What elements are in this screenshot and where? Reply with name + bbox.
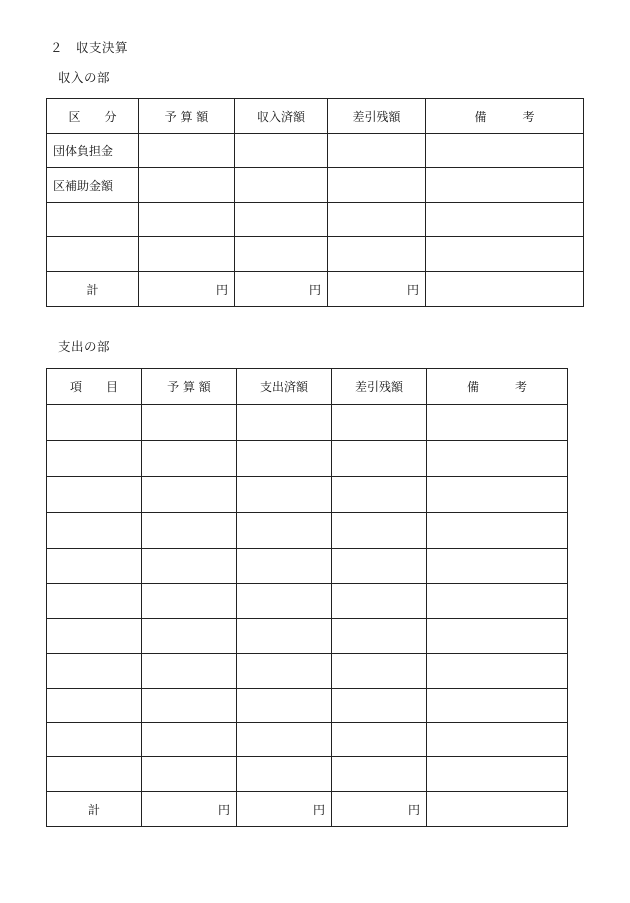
table-row (47, 723, 568, 757)
table-cell[interactable] (328, 203, 426, 237)
table-cell[interactable]: 区補助金額 (47, 168, 139, 203)
table-cell[interactable] (237, 619, 332, 654)
header-budget: 予 算 額 (139, 99, 235, 134)
total-paid-cell[interactable]: 円 (237, 792, 332, 827)
table-cell[interactable] (328, 134, 426, 168)
table-cell[interactable] (142, 477, 237, 513)
table-cell[interactable] (47, 654, 142, 689)
total-remarks-cell[interactable] (426, 272, 584, 307)
table-cell[interactable]: 団体負担金 (47, 134, 139, 168)
table-cell[interactable] (142, 584, 237, 619)
table-cell[interactable] (332, 513, 427, 549)
table-cell[interactable] (237, 441, 332, 477)
table-cell[interactable] (47, 477, 142, 513)
table-cell[interactable] (47, 689, 142, 723)
table-row (47, 168, 584, 203)
table-cell[interactable] (235, 168, 328, 203)
table-cell[interactable] (237, 723, 332, 757)
table-cell[interactable] (427, 549, 568, 584)
table-cell[interactable] (332, 654, 427, 689)
table-cell[interactable] (139, 203, 235, 237)
table-cell[interactable] (427, 689, 568, 723)
table-cell[interactable] (237, 584, 332, 619)
table-row (47, 513, 568, 549)
total-label: 計 (47, 792, 142, 827)
table-cell[interactable] (237, 405, 332, 441)
table-row (47, 441, 568, 477)
table-cell[interactable] (142, 654, 237, 689)
table-row (47, 757, 568, 792)
total-budget-cell[interactable]: 円 (142, 792, 237, 827)
table-cell[interactable] (328, 237, 426, 272)
table-row (47, 405, 568, 441)
table-cell[interactable] (426, 134, 584, 168)
table-row (47, 203, 584, 237)
table-cell[interactable] (426, 168, 584, 203)
table-row (47, 134, 584, 168)
table-cell[interactable] (142, 619, 237, 654)
table-cell[interactable] (328, 168, 426, 203)
table-cell[interactable] (47, 441, 142, 477)
table-cell[interactable] (332, 477, 427, 513)
total-budget-cell[interactable]: 円 (139, 272, 235, 307)
table-cell[interactable] (47, 723, 142, 757)
header-balance: 差引残額 (332, 369, 427, 405)
table-cell[interactable] (142, 441, 237, 477)
table-cell[interactable] (427, 441, 568, 477)
table-cell[interactable] (332, 549, 427, 584)
table-cell[interactable] (142, 723, 237, 757)
total-received-cell[interactable]: 円 (235, 272, 328, 307)
table-cell[interactable] (47, 513, 142, 549)
table-cell[interactable] (47, 549, 142, 584)
total-remarks-cell[interactable] (427, 792, 568, 827)
table-cell[interactable] (426, 237, 584, 272)
table-cell[interactable] (139, 237, 235, 272)
table-cell[interactable] (235, 237, 328, 272)
table-cell[interactable] (332, 584, 427, 619)
expense-header-row (47, 369, 568, 405)
table-cell[interactable] (237, 477, 332, 513)
table-cell[interactable] (142, 757, 237, 792)
total-balance-cell[interactable]: 円 (328, 272, 426, 307)
table-cell[interactable] (427, 513, 568, 549)
header-category: 区 分 (47, 99, 139, 134)
table-cell[interactable] (235, 203, 328, 237)
table-cell[interactable] (237, 689, 332, 723)
table-cell[interactable] (427, 584, 568, 619)
table-cell[interactable] (139, 134, 235, 168)
table-cell[interactable] (427, 405, 568, 441)
table-cell[interactable] (47, 405, 142, 441)
expense-title: 支出の部 (58, 339, 111, 354)
header-received: 収入済額 (235, 99, 328, 134)
table-cell[interactable] (427, 477, 568, 513)
table-cell[interactable] (332, 441, 427, 477)
table-cell[interactable] (427, 654, 568, 689)
table-cell[interactable] (142, 513, 237, 549)
header-balance: 差引残額 (328, 99, 426, 134)
income-header-row (47, 99, 584, 134)
table-cell[interactable] (237, 513, 332, 549)
header-remarks: 備 考 (426, 99, 584, 134)
table-cell[interactable] (332, 723, 427, 757)
table-cell[interactable] (47, 757, 142, 792)
table-cell[interactable] (237, 549, 332, 584)
table-cell[interactable] (426, 203, 584, 237)
table-cell[interactable] (139, 168, 235, 203)
header-remarks: 備 考 (427, 369, 568, 405)
table-cell[interactable] (427, 723, 568, 757)
table-cell[interactable] (237, 654, 332, 689)
section-title: ２ 収支決算 (50, 40, 129, 55)
table-cell[interactable] (332, 757, 427, 792)
table-cell[interactable] (332, 619, 427, 654)
total-label: 計 (47, 272, 139, 307)
table-row (47, 477, 568, 513)
table-cell[interactable] (332, 405, 427, 441)
table-row (47, 619, 568, 654)
header-paid: 支出済額 (237, 369, 332, 405)
table-cell[interactable] (332, 689, 427, 723)
table-cell[interactable] (235, 134, 328, 168)
table-cell[interactable] (142, 549, 237, 584)
table-cell[interactable] (47, 203, 139, 237)
table-row (47, 549, 568, 584)
table-cell[interactable] (427, 757, 568, 792)
table-cell[interactable] (427, 619, 568, 654)
table-row (47, 237, 584, 272)
expense-table (46, 368, 568, 827)
header-item: 項 目 (47, 369, 142, 405)
expense-total-row (47, 792, 568, 827)
header-budget: 予 算 額 (142, 369, 237, 405)
table-cell[interactable] (142, 689, 237, 723)
income-total-row (47, 272, 584, 307)
total-balance-cell[interactable]: 円 (332, 792, 427, 827)
table-row (47, 689, 568, 723)
table-cell[interactable] (47, 237, 139, 272)
table-cell[interactable] (237, 757, 332, 792)
income-table (46, 98, 584, 307)
income-title: 収入の部 (58, 70, 111, 85)
table-cell[interactable] (142, 405, 237, 441)
table-cell[interactable] (47, 619, 142, 654)
table-cell[interactable] (47, 584, 142, 619)
table-row (47, 654, 568, 689)
table-row (47, 584, 568, 619)
